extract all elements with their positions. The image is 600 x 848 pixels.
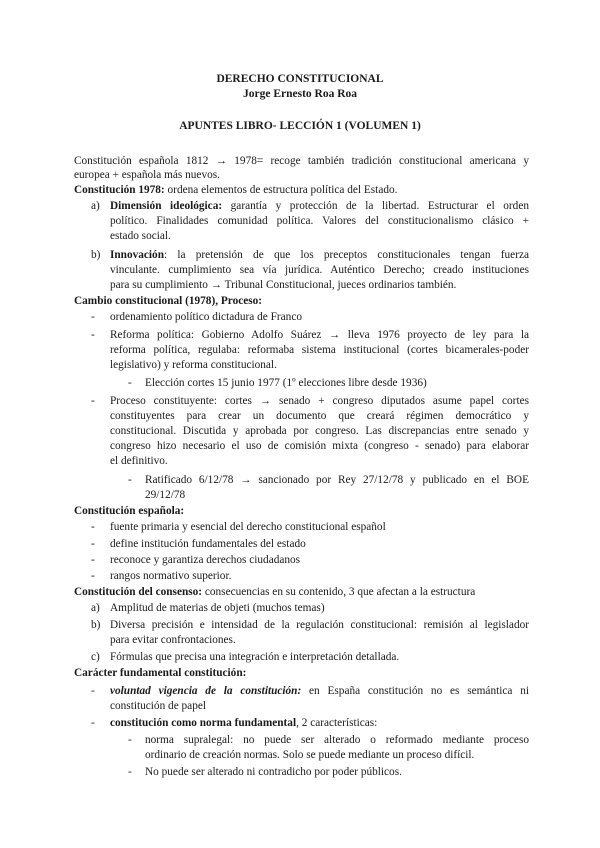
section-constitucion-1978: Constitución 1978: ordena elementos de estructura política del Estado. [74,184,398,196]
list-item: rangos normativo superior. [110,570,232,582]
dash-marker: - [91,538,95,550]
dash-marker: - [91,395,95,407]
document-title: DERECHO CONSTITUCIONAL [216,73,384,85]
section-constitucion-espanola: Constitución española: [74,505,185,517]
dash-marker: - [91,329,95,341]
dash-marker: - [91,685,95,697]
list-item-text: constituyentes para crear un documento que creará régimen democrático y [110,410,529,422]
list-item: Fórmulas que precisa una integración e interpretación detallada. [110,651,400,663]
list-item-text: constitución de papel [110,700,206,712]
list-item: ordenamiento político dictadura de Franco [110,311,302,323]
list-item-dimension: Dimensión ideológica: garantía y protección de la libertad. Estructurar el orden [110,200,529,212]
list-item: Diversa precisión e intensidad de la regulación constitucional: remisión al legislador [110,619,529,631]
section-constitucion-consenso: Constitución del consenso: consecuencias en su contenido, 3 que afectan a la estructura [74,586,476,598]
list-item: Proceso constituyente: cortes → senado + congreso diputados asume papel cortes [110,395,529,407]
sub-list-item: Ratificado 6/12/78 → sancionado por Rey 27/12/78 y publicado en el BOE [145,474,529,486]
sub-list-item: Elección cortes 15 junio 1977 (1º elecciones libre desde 1936) [145,377,427,389]
intro-line-1: Constitución española 1812 → 1978= recoge también tradición constitucional americana y [74,155,529,167]
dash-marker: - [91,521,95,533]
dash-marker: - [128,766,132,778]
list-item-text: reforma política, regulaba: reformaba sistema institucional (cortes bicamerales-poder [110,344,529,356]
list-item-text: el definitivo. [110,455,168,467]
list-item-innovacion: Innovación: la pretensión de que los preceptos constitucionales tengan fuerza [110,249,529,261]
list-marker: b) [91,249,101,261]
dash-marker: - [91,717,95,729]
sub-list-item: No puede ser alterado ni contradicho por poder públicos. [145,766,402,778]
list-item-text: para su cumplimiento → Tribunal Constitucional, jueces ordinarios también. [110,279,457,291]
list-item: Reforma política: Gobierno Adolfo Suárez → lleva 1976 proyecto de ley para la [110,329,529,341]
list-item-text: vinculante. cumplimiento sea vía jurídica. Auténtico Derecho; creado instituciones [110,264,529,276]
document-author: Jorge Ernesto Roa Roa [242,88,358,100]
list-item: define institución fundamentales del estado [110,538,306,550]
list-item-text: constitucional. Discutida y aprobada por congreso. Las discrepancias entre senado y [110,425,529,437]
list-item: reconoce y garantiza derechos ciudadanos [110,554,301,566]
intro-line-2: europea + española más nuevos. [74,169,220,181]
list-item: Amplitud de materias de objeti (muchos temas) [110,602,325,614]
section-caracter-fundamental: Carácter fundamental constitución: [74,667,247,679]
dash-marker: - [91,570,95,582]
dash-marker: - [91,311,95,323]
list-marker: b) [91,619,101,631]
list-item-text: para evitar confrontaciones. [110,634,236,646]
sub-list-item-text: 29/12/78 [145,489,186,501]
dash-marker: - [128,377,132,389]
list-marker: a) [91,200,100,212]
list-marker: c) [91,651,100,663]
list-item-text: congreso hizo necesario el uso de comisión mixta (congreso - senado) para elaborar [110,440,529,452]
section-heading: Constitución 1978: [74,184,165,196]
list-item-text: estado social. [110,230,171,242]
section-cambio-constitucional: Cambio constitucional (1978), Proceso: [74,295,263,307]
list-marker: a) [91,602,100,614]
list-item-voluntad: voluntad vigencia de la constitución: en España constitución no es semántica ni [110,685,529,697]
dash-marker: - [91,554,95,566]
list-item-text: político. Finalidades comunidad política. Valores del constitucionalismo clásico + [110,215,529,227]
list-item-norma: constitución como norma fundamental, 2 características: [110,717,378,729]
document-subtitle: APUNTES LIBRO- LECCIÓN 1 (VOLUMEN 1) [179,120,421,132]
sub-list-item-text: ordinario de creación normas. Solo se puede mediante un proceso difícil. [145,749,475,761]
list-item-text: legislativo) y reforma constitucional. [110,359,277,371]
sub-list-item: norma supralegal: no puede ser alterado o reformado mediante proceso [145,734,529,746]
list-item: fuente primaria y esencial del derecho constitucional español [110,521,386,533]
dash-marker: - [128,474,132,486]
dash-marker: - [128,734,132,746]
